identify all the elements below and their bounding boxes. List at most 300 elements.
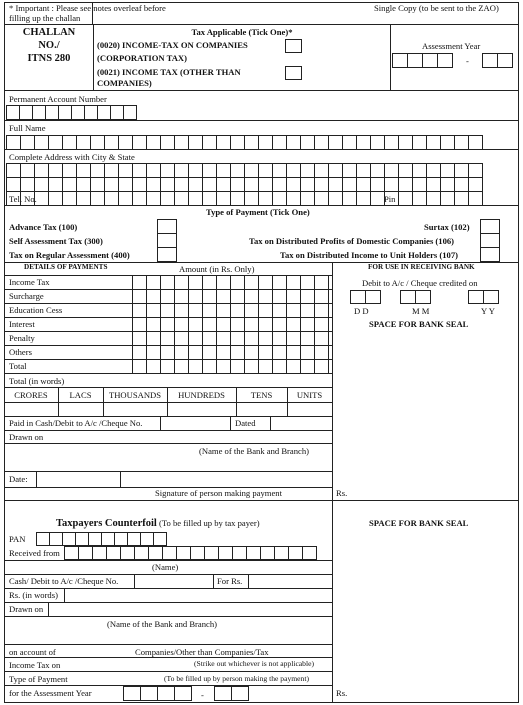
pan-input[interactable] [6, 105, 137, 120]
bank-date-mm[interactable] [400, 290, 431, 304]
char-cell[interactable] [90, 191, 105, 206]
amount-cell[interactable] [244, 275, 259, 290]
char-cell[interactable] [48, 163, 63, 178]
char-cell[interactable] [272, 135, 287, 150]
char-cell[interactable] [134, 546, 149, 560]
char-cell[interactable] [300, 177, 315, 192]
amount-cell[interactable] [314, 317, 329, 332]
amount-cell[interactable] [160, 331, 175, 346]
char-cell[interactable] [426, 135, 441, 150]
char-cell[interactable] [384, 163, 399, 178]
char-cell[interactable] [272, 191, 287, 206]
amount-cell[interactable] [314, 289, 329, 304]
amount-cell[interactable] [300, 345, 315, 360]
tick-box-100[interactable] [157, 219, 177, 234]
char-cell[interactable] [468, 135, 483, 150]
char-cell[interactable] [174, 191, 189, 206]
filled-by-label: (To be filled up by person making the payment) [164, 674, 309, 683]
char-cell[interactable] [232, 546, 247, 560]
amount-cell[interactable] [188, 303, 203, 318]
tick-box-107[interactable] [480, 247, 500, 262]
tax-applicable: Tax Applicable (Tick One)* [191, 27, 293, 37]
amount-cell[interactable] [272, 345, 287, 360]
char-cell[interactable] [92, 546, 107, 560]
char-cell[interactable] [426, 177, 441, 192]
amount-cell[interactable] [300, 359, 315, 374]
amount-cell[interactable] [132, 331, 147, 346]
tick-box-300[interactable] [157, 233, 177, 248]
char-cell[interactable] [440, 135, 455, 150]
tick-box-106[interactable] [480, 233, 500, 248]
cf-pan-input[interactable] [36, 532, 167, 546]
amount-cell[interactable] [132, 289, 147, 304]
payment-row-label: Penalty [9, 333, 35, 343]
char-cell[interactable] [190, 546, 205, 560]
char-cell[interactable] [440, 191, 455, 206]
cf-rs-label: Rs. [336, 688, 348, 698]
char-cell[interactable] [132, 191, 147, 206]
char-cell[interactable] [328, 177, 343, 192]
amount-cell[interactable] [216, 303, 231, 318]
amount-cell[interactable] [272, 275, 287, 290]
char-cell[interactable] [370, 177, 385, 192]
amount-cell[interactable] [230, 275, 245, 290]
char-cell[interactable] [6, 163, 21, 178]
amount-cell[interactable] [230, 331, 245, 346]
char-cell[interactable] [370, 163, 385, 178]
amount-cell[interactable] [132, 345, 147, 360]
char-cell[interactable] [286, 191, 301, 206]
pin-label: Pin [384, 194, 396, 204]
char-cell[interactable] [342, 163, 357, 178]
char-cell[interactable] [272, 163, 287, 178]
amount-cell[interactable] [272, 289, 287, 304]
amount-cell[interactable] [230, 303, 245, 318]
char-cell[interactable] [6, 135, 21, 150]
char-cell[interactable] [440, 177, 455, 192]
amount-cell[interactable] [286, 275, 301, 290]
amount-cell[interactable] [300, 331, 315, 346]
char-cell[interactable] [342, 191, 357, 206]
amount-cell[interactable] [202, 317, 217, 332]
char-cell[interactable] [286, 163, 301, 178]
units-row [4, 387, 332, 417]
char-cell[interactable] [62, 163, 77, 178]
char-cell[interactable] [160, 191, 175, 206]
char-cell[interactable] [146, 191, 161, 206]
char-cell[interactable] [174, 135, 189, 150]
amount-cell[interactable] [146, 289, 161, 304]
char-cell[interactable] [202, 135, 217, 150]
amount-cell[interactable] [202, 289, 217, 304]
char-cell[interactable] [90, 163, 105, 178]
char-cell[interactable] [202, 191, 217, 206]
amount-cell[interactable] [244, 359, 259, 374]
char-cell[interactable] [412, 191, 427, 206]
char-cell[interactable] [468, 191, 483, 206]
amount-cell[interactable] [132, 359, 147, 374]
amount-cell[interactable] [258, 289, 273, 304]
date-label: Date: [9, 474, 28, 484]
char-cell[interactable] [230, 177, 245, 192]
amount-cell[interactable] [146, 345, 161, 360]
char-cell[interactable] [146, 163, 161, 178]
bank-date-yy[interactable] [468, 290, 499, 304]
char-cell[interactable] [202, 177, 217, 192]
char-cell[interactable] [176, 546, 191, 560]
char-cell[interactable] [300, 163, 315, 178]
char-cell[interactable] [426, 191, 441, 206]
surtax-label: Surtax (102) [424, 222, 470, 232]
amount-cell[interactable] [230, 317, 245, 332]
char-cell[interactable] [356, 163, 371, 178]
tel-label: Tel. No. [9, 194, 37, 204]
amount-cell[interactable] [188, 359, 203, 374]
char-cell[interactable] [216, 163, 231, 178]
char-cell[interactable] [302, 546, 317, 560]
char-cell[interactable] [370, 135, 385, 150]
amount-cell[interactable] [188, 275, 203, 290]
char-cell[interactable] [76, 177, 91, 192]
char-cell[interactable] [286, 135, 301, 150]
tick-box-400[interactable] [157, 247, 177, 262]
char-cell[interactable] [20, 191, 35, 206]
tick-box-102[interactable] [480, 219, 500, 234]
advance-tax-label: Advance Tax (100) [9, 222, 78, 232]
cf-ay-from[interactable] [123, 686, 192, 701]
char-cell[interactable] [314, 177, 329, 192]
amount-cell[interactable] [272, 331, 287, 346]
amount-cell[interactable] [216, 345, 231, 360]
char-cell[interactable] [216, 135, 231, 150]
amount-cell[interactable] [160, 345, 175, 360]
char-cell[interactable] [244, 135, 259, 150]
char-cell[interactable] [118, 191, 133, 206]
amount-cell[interactable] [132, 317, 147, 332]
char-cell[interactable] [202, 163, 217, 178]
char-cell[interactable] [62, 135, 77, 150]
char-cell[interactable] [244, 177, 259, 192]
char-cell[interactable] [218, 546, 233, 560]
bank-seal-label: SPACE FOR BANK SEAL [369, 319, 469, 329]
amount-cell[interactable] [300, 303, 315, 318]
char-cell[interactable] [300, 135, 315, 150]
amount-cell[interactable] [160, 303, 175, 318]
amount-header: Amount (in Rs. Only) [179, 264, 255, 274]
amount-cell[interactable] [286, 345, 301, 360]
amount-cell[interactable] [272, 303, 287, 318]
char-cell[interactable] [398, 163, 413, 178]
amount-cell[interactable] [146, 303, 161, 318]
amount-cell[interactable] [216, 289, 231, 304]
char-cell[interactable] [76, 191, 91, 206]
amount-cell[interactable] [174, 303, 189, 318]
char-cell[interactable] [48, 135, 63, 150]
char-cell[interactable] [342, 135, 357, 150]
amount-cell[interactable] [160, 289, 175, 304]
char-cell[interactable] [384, 135, 399, 150]
amount-cell[interactable] [146, 275, 161, 290]
char-cell[interactable] [274, 546, 289, 560]
address-label: Complete Address with City & State [9, 152, 135, 162]
amount-cell[interactable] [160, 359, 175, 374]
char-cell[interactable] [20, 163, 35, 178]
char-cell[interactable] [132, 135, 147, 150]
char-cell[interactable] [314, 191, 329, 206]
amount-cell[interactable] [188, 289, 203, 304]
char-cell[interactable] [412, 177, 427, 192]
amount-cell[interactable] [230, 359, 245, 374]
char-cell[interactable] [244, 191, 259, 206]
char-cell[interactable] [48, 177, 63, 192]
amount-cell[interactable] [216, 331, 231, 346]
amount-cell[interactable] [272, 317, 287, 332]
full-name-label: Full Name [9, 123, 46, 133]
amount-cell[interactable] [202, 331, 217, 346]
char-cell[interactable] [62, 191, 77, 206]
char-cell[interactable] [314, 163, 329, 178]
amount-cell[interactable] [174, 317, 189, 332]
amount-cell[interactable] [244, 331, 259, 346]
char-cell[interactable] [174, 163, 189, 178]
char-cell[interactable] [160, 135, 175, 150]
char-cell[interactable] [288, 546, 303, 560]
char-cell[interactable] [90, 177, 105, 192]
char-cell[interactable] [160, 177, 175, 192]
amount-cell[interactable] [244, 345, 259, 360]
char-cell[interactable] [62, 177, 77, 192]
amount-cell[interactable] [258, 331, 273, 346]
char-cell[interactable] [146, 135, 161, 150]
amount-cell[interactable] [244, 317, 259, 332]
amount-cell[interactable] [286, 317, 301, 332]
char-cell[interactable] [286, 177, 301, 192]
amount-cell[interactable] [132, 303, 147, 318]
amount-cell[interactable] [188, 317, 203, 332]
amount-cell[interactable] [314, 275, 329, 290]
amount-cell[interactable] [216, 359, 231, 374]
amount-cell[interactable] [286, 289, 301, 304]
char-cell[interactable] [48, 191, 63, 206]
char-cell[interactable] [398, 191, 413, 206]
amount-cell[interactable] [174, 345, 189, 360]
char-cell[interactable] [120, 546, 135, 560]
amount-cell[interactable] [174, 289, 189, 304]
char-cell[interactable] [300, 191, 315, 206]
char-cell[interactable] [216, 191, 231, 206]
char-cell[interactable] [6, 191, 21, 206]
amount-cell[interactable] [160, 275, 175, 290]
amount-cell[interactable] [286, 359, 301, 374]
char-cell[interactable] [20, 135, 35, 150]
amount-cell[interactable] [216, 317, 231, 332]
char-cell[interactable] [132, 163, 147, 178]
amount-cell[interactable] [258, 359, 273, 374]
char-cell[interactable] [146, 177, 161, 192]
char-cell[interactable] [90, 135, 105, 150]
char-cell[interactable] [258, 135, 273, 150]
char-cell[interactable] [398, 135, 413, 150]
amount-cell[interactable] [258, 275, 273, 290]
char-cell[interactable] [148, 546, 163, 560]
char-cell[interactable] [34, 163, 49, 178]
char-cell[interactable] [188, 191, 203, 206]
char-cell[interactable] [454, 135, 469, 150]
char-cell[interactable] [106, 546, 121, 560]
char-cell[interactable] [204, 546, 219, 560]
char-cell[interactable] [356, 191, 371, 206]
char-cell[interactable] [370, 191, 385, 206]
amount-cell[interactable] [188, 345, 203, 360]
amount-cell[interactable] [314, 303, 329, 318]
char-cell[interactable] [342, 177, 357, 192]
char-cell[interactable] [34, 191, 49, 206]
income-tax-on-label: Income Tax on [9, 660, 61, 670]
tick-box-0020[interactable] [285, 39, 302, 53]
amount-cell[interactable] [244, 289, 259, 304]
char-cell[interactable] [246, 546, 261, 560]
cf-ay-to[interactable] [214, 686, 249, 701]
amount-cell[interactable] [216, 275, 231, 290]
amount-cell[interactable] [160, 317, 175, 332]
char-cell[interactable] [454, 191, 469, 206]
option-0021-sub: COMPANIES) [97, 78, 152, 88]
char-cell[interactable] [384, 191, 399, 206]
amount-cell[interactable] [230, 289, 245, 304]
receiving-bank-title: FOR USE IN RECEIVING BANK [368, 263, 475, 271]
amount-cell[interactable] [314, 345, 329, 360]
char-cell[interactable] [104, 135, 119, 150]
amount-cell[interactable] [146, 331, 161, 346]
char-cell[interactable] [118, 163, 133, 178]
amount-cell[interactable] [146, 359, 161, 374]
char-cell[interactable] [34, 135, 49, 150]
char-cell[interactable] [468, 177, 483, 192]
for-ay-label: for the Assessment Year [9, 688, 92, 698]
char-cell[interactable] [272, 177, 287, 192]
amount-cell[interactable] [300, 289, 315, 304]
amount-cell[interactable] [244, 303, 259, 318]
amount-cell[interactable] [146, 317, 161, 332]
payment-row-label: Interest [9, 319, 35, 329]
char-cell[interactable] [104, 163, 119, 178]
amount-cell[interactable] [132, 275, 147, 290]
amount-cell[interactable] [258, 317, 273, 332]
amount-cell[interactable] [272, 359, 287, 374]
char-cell[interactable] [468, 163, 483, 178]
char-cell[interactable] [64, 546, 79, 560]
char-cell[interactable] [20, 177, 35, 192]
char-cell[interactable] [160, 163, 175, 178]
char-cell[interactable] [260, 546, 275, 560]
char-cell[interactable] [412, 135, 427, 150]
unit-label: TENS [250, 390, 273, 400]
char-cell[interactable] [328, 163, 343, 178]
option-0020-sub: (CORPORATION TAX) [97, 53, 187, 63]
char-cell[interactable] [454, 163, 469, 178]
amount-cell[interactable] [300, 275, 315, 290]
amount-cell[interactable] [314, 359, 329, 374]
assessment-year-to[interactable] [482, 53, 513, 68]
char-cell[interactable] [356, 177, 371, 192]
char-cell[interactable] [398, 177, 413, 192]
amount-cell[interactable] [174, 275, 189, 290]
char-cell[interactable] [244, 163, 259, 178]
amount-cell[interactable] [202, 275, 217, 290]
assessment-year-from[interactable] [392, 53, 453, 68]
amount-cell[interactable] [202, 345, 217, 360]
char-cell[interactable] [188, 163, 203, 178]
mm-label: M M [412, 306, 430, 316]
char-cell[interactable] [258, 177, 273, 192]
char-cell[interactable] [426, 163, 441, 178]
unit-label: HUNDREDS [178, 390, 225, 400]
tick-box-0021[interactable] [285, 66, 302, 80]
amount-cell[interactable] [230, 345, 245, 360]
char-cell[interactable] [328, 135, 343, 150]
char-cell[interactable] [258, 163, 273, 178]
char-cell[interactable] [162, 546, 177, 560]
char-cell[interactable] [328, 191, 343, 206]
char-cell[interactable] [6, 177, 21, 192]
char-cell[interactable] [118, 177, 133, 192]
amount-cell[interactable] [286, 303, 301, 318]
char-cell[interactable] [216, 177, 231, 192]
char-cell[interactable] [412, 163, 427, 178]
char-cell[interactable] [34, 177, 49, 192]
char-cell[interactable] [76, 135, 91, 150]
amount-cell[interactable] [258, 345, 273, 360]
amount-cell[interactable] [202, 359, 217, 374]
ay-dash: - [466, 56, 469, 66]
cf-for-rs-label: For Rs. [217, 576, 243, 586]
char-cell[interactable] [258, 191, 273, 206]
total-words-label: Total (in words) [9, 376, 65, 386]
char-cell[interactable] [384, 177, 399, 192]
char-cell[interactable] [118, 135, 133, 150]
amount-cell[interactable] [174, 331, 189, 346]
char-cell[interactable] [174, 177, 189, 192]
char-cell[interactable] [454, 177, 469, 192]
payment-row-label: Education Cess [9, 305, 63, 315]
amount-cell[interactable] [202, 303, 217, 318]
char-cell[interactable] [188, 135, 203, 150]
char-cell[interactable] [230, 191, 245, 206]
amount-cell[interactable] [314, 331, 329, 346]
amount-cell[interactable] [258, 303, 273, 318]
char-cell[interactable] [230, 163, 245, 178]
char-cell[interactable] [356, 135, 371, 150]
char-cell[interactable] [230, 135, 245, 150]
char-cell[interactable] [314, 135, 329, 150]
bank-date-dd[interactable] [350, 290, 381, 304]
amount-cell[interactable] [188, 331, 203, 346]
char-cell[interactable] [78, 546, 93, 560]
char-cell[interactable] [132, 177, 147, 192]
payment-row-label: Surcharge [9, 291, 44, 301]
amount-cell[interactable] [286, 331, 301, 346]
char-cell[interactable] [188, 177, 203, 192]
itns-280: ITNS 280 [27, 53, 71, 64]
amount-cell[interactable] [174, 359, 189, 374]
single-copy-label: Single Copy (to be sent to the ZAO) [374, 3, 499, 13]
on-account-label: on account of [9, 647, 56, 657]
char-cell[interactable] [440, 163, 455, 178]
char-cell[interactable] [104, 191, 119, 206]
amount-cell[interactable] [300, 317, 315, 332]
char-cell[interactable] [76, 163, 91, 178]
char-cell[interactable] [104, 177, 119, 192]
